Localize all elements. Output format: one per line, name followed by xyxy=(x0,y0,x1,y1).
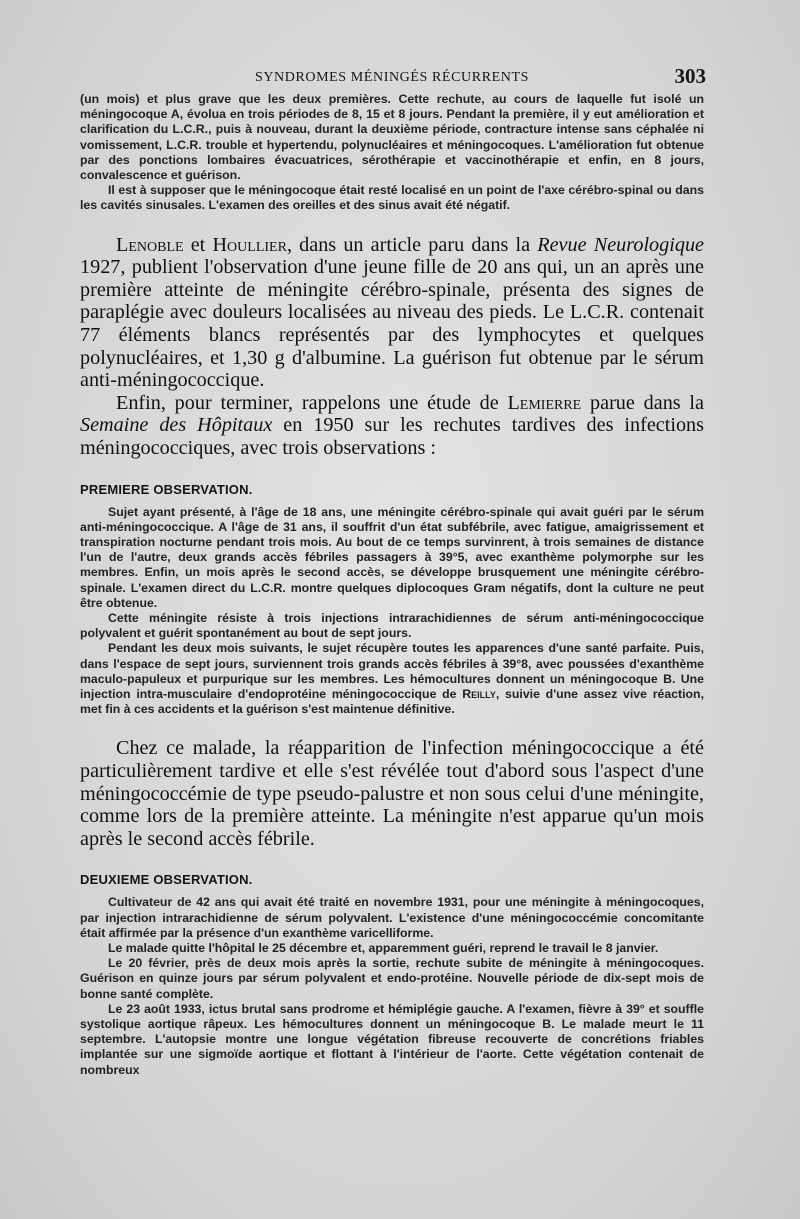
paragraph: Le 23 août 1933, ictus brutal sans prodrome et hémiplégie gauche. A l'examen, fièvre à 39° et souffle systolique aortique râpeux. Les hémocultures donnent un méningocoque B. Le malade meurt le 11 septembre. L'autopsie montre une longue végétation fibreuse recouverte de concrétions friables implantée sur une sigmoïde aortique et flottant à l'intérieur de l'aorte. Cette végétation contenait de nombreux xyxy=(80,1001,704,1077)
paragraph xyxy=(80,392,704,460)
main-text xyxy=(80,234,704,460)
paragraph: Le malade quitte l'hôpital le 25 décembre et, apparemment guéri, reprend le travail le 8 janvier. xyxy=(108,940,659,955)
paragraph xyxy=(80,641,704,717)
text-run: Enfin, pour terminer, rappelons une étude de xyxy=(116,391,508,414)
paragraph: Cultivateur de 42 ans qui avait été traité en novembre 1931, pour une méningite à méningocoques, par injection intrarachidienne de sérum polyvalent. L'existence d'une méningococcémie concomitante était affirmée par la présence d'un exanthème varicelliforme. xyxy=(80,895,704,940)
text-run: , dans un article paru dans la xyxy=(286,233,538,256)
paragraph: (un mois) et plus grave que les deux premières. Cette rechute, au cours de laquelle fut isolé un méningocoque A, évolua en trois périodes de 8, 15 et 8 jours. Pendant la première, il y eut amélioration et clarification du L.C.R., puis à nouveau, durant la deuxième période, contracture intense sans céphalée ni vomissement, L.C.R. trouble et hypertendu, polynucléaires et méningocoques. L'amélioration fut obtenue par des ponctions lombaires évacuatrices, sérothérapie et vaccinothérapie et enfin, en 8 jours, convalescence et guérison. xyxy=(80,92,704,183)
journal-title: Revue Neurologique xyxy=(537,233,704,256)
author-name: Lenoble xyxy=(116,233,184,256)
first-observation xyxy=(80,505,704,718)
journal-title: Semaine des Hôpitaux xyxy=(80,414,273,437)
text-run: et xyxy=(183,233,213,256)
text-run: Pendant les deux mois suivants, le sujet récupère toutes les apparences d'une santé parfaite. Puis, dans l'espace de sept jours, surviennent trois grands accès fébriles à 39°8, avec poussées d'exanthème maculo-papuleux et purpurique sur les membres. Les hémocultures donnent un méningocoque B. Une injection intra-musculaire d'endoprotéine méningococcique de xyxy=(80,641,704,701)
paragraph: Il est à supposer que le méningocoque était resté localisé en un point de l'axe cérébro-spinal ou dans les cavités sinusales. L'examen des oreilles et des sinus avait été négatif. xyxy=(80,183,704,213)
author-name: Houllier xyxy=(212,233,287,256)
continued-observation xyxy=(80,92,704,214)
section-heading: DEUXIEME OBSERVATION. xyxy=(80,872,253,888)
paragraph: Le 20 février, près de deux mois après la sortie, rechute subite de méningite à méningocoques. Guérison en quinze jours par sérum polyvalent et endo-protéine. Nouvelle période de dix-sept mois de bonne santé complète. xyxy=(80,956,704,1001)
author-name: Lemierre xyxy=(507,391,582,414)
author-name: Reilly xyxy=(462,687,496,701)
text-run: parue dans la xyxy=(581,391,705,414)
paragraph: Cette méningite résiste à trois injections intrarachidiennes de sérum anti-méningococcique polyvalent et guérit spontanément au bout de sept jours. xyxy=(80,610,704,641)
commentary xyxy=(80,737,704,850)
paragraph xyxy=(80,234,704,392)
running-title: SYNDROMES MÉNINGÉS RÉCURRENTS xyxy=(254,70,530,85)
text-run: en 1950 sur les rechutes tardives des infections méningococciques, avec trois observations : xyxy=(80,414,705,459)
page-number: 303 xyxy=(674,64,706,88)
running-head xyxy=(80,62,704,92)
text-run: 1927, publient l'observation d'une jeune fille de 20 ans qui, un an après une première atteinte de méningite cérébro-spinale, présenta des signes de paraplégie avec douleurs localisées au niveau des pieds. Le L.C.R. contenait 77 éléments blancs représentés par des lymphocytes et quelques polynucléaires, et 1,30 g d'albumine. La guérison fut obtenue par le sérum anti-méningococcique. xyxy=(80,256,704,392)
paragraph: Chez ce malade, la réapparition de l'infection méningococcique a été particulièrement tardive et elle s'est révélée tout d'abord sous l'aspect d'une méningococcémie de type pseudo-palustre et non sous celui d'une méningite, comme lors de la première atteinte. La méningite n'est apparue qu'un mois après le second accès fébrile. xyxy=(80,737,704,850)
second-observation xyxy=(80,895,704,1077)
paragraph: Sujet ayant présenté, à l'âge de 18 ans, une méningite cérébro-spinale qui avait guéri par le sérum anti-méningococcique. A l'âge de 31 ans, il souffrit d'un état subfébrile, avec fatigue, amaigrissement et transpiration nocturne pendant trois mois. Au bout de ce temps survinrent, à trois semaines de distance l'un de l'autre, deux grands accès fébriles passagers à 39°5, avec exanthème polymorphe sur les membres. Enfin, un mois après le second accès, se développe brusquement une méningite cérébro-spinale. L'examen direct du L.C.R. montre quelques diplocoques Gram négatifs, dont la culture ne peut être obtenue. xyxy=(80,504,704,610)
section-heading: PREMIERE OBSERVATION. xyxy=(80,481,253,497)
text-run: , suivie d'une assez vive réaction, met fin à ces accidents et la guérison s'est maintenue définitive. xyxy=(80,687,704,717)
